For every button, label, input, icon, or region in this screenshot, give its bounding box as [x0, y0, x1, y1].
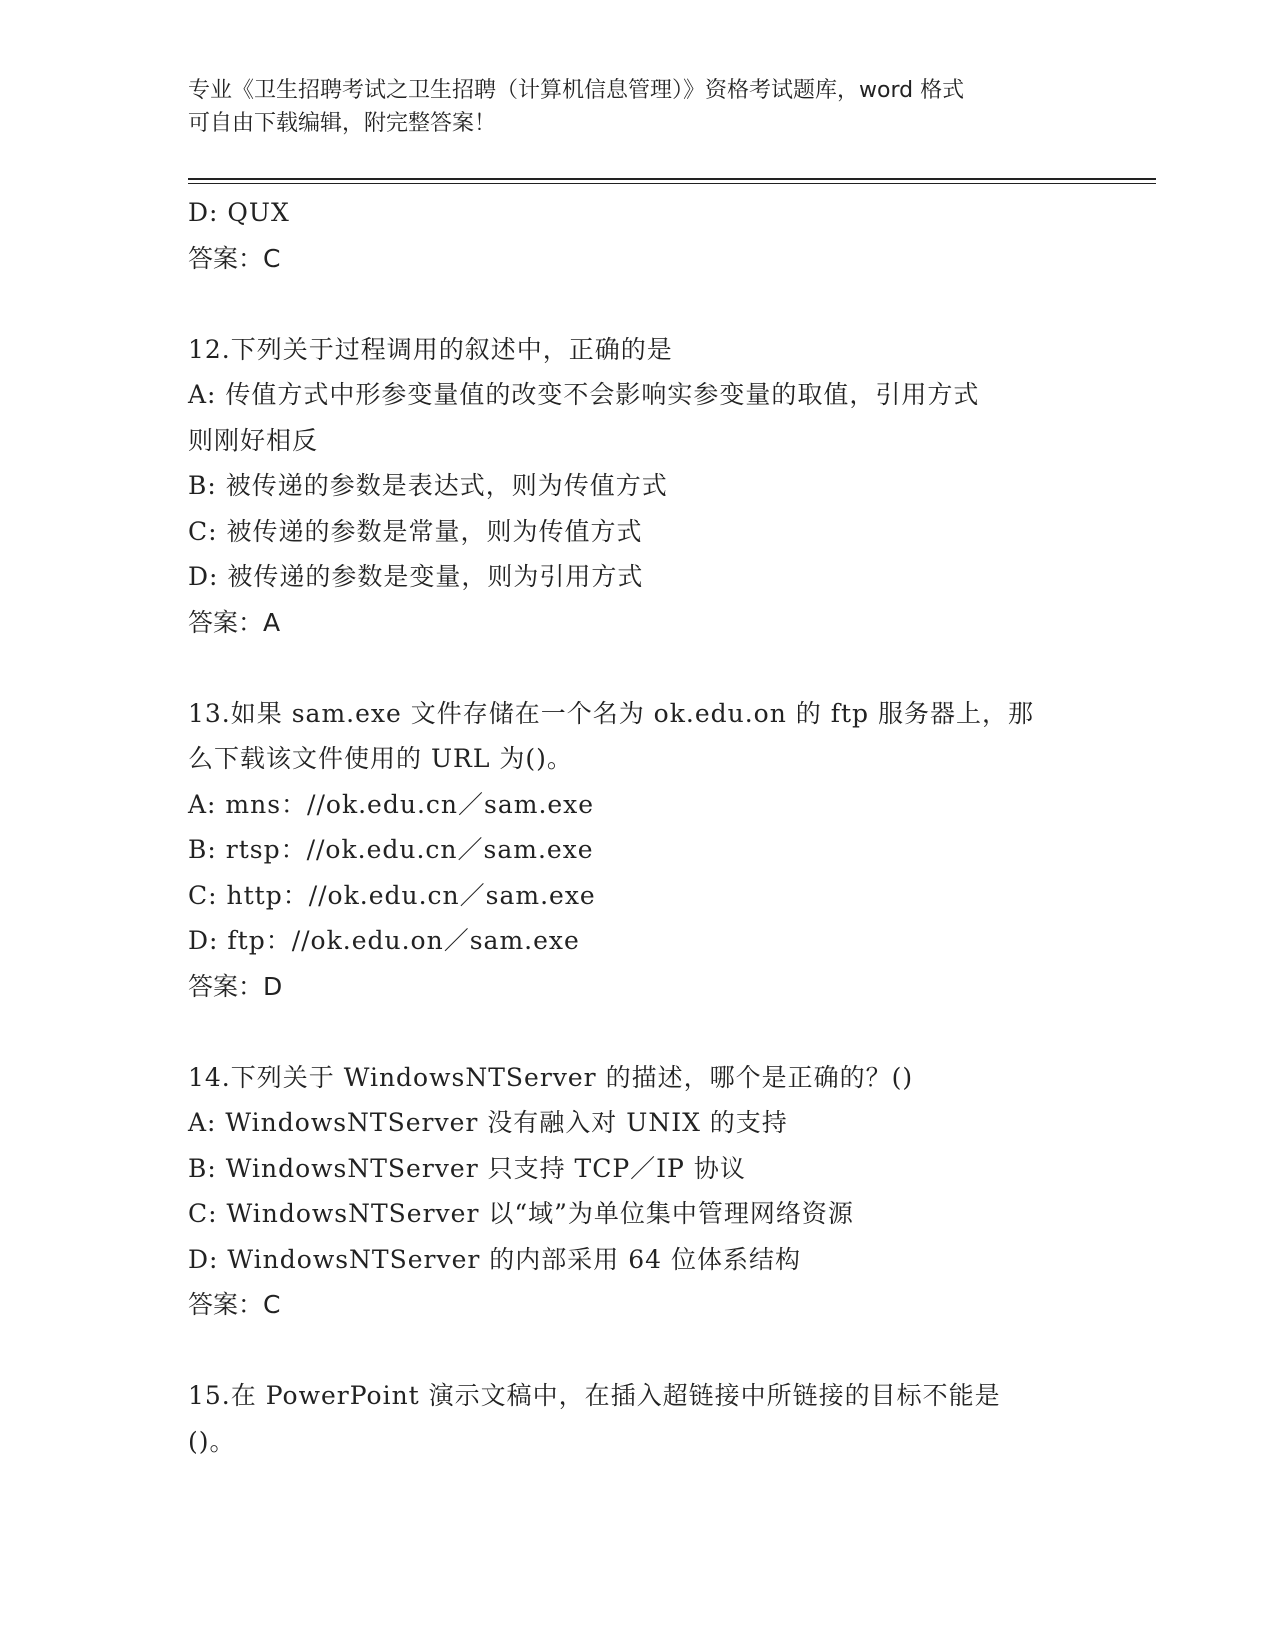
- answer: 答案：C: [188, 243, 281, 273]
- option-d: D: QUX: [188, 198, 290, 227]
- question-14: [188, 1055, 1088, 1328]
- question-stem-continued: 么下载该文件使用的 URL 为()。: [188, 744, 573, 773]
- question-13: [188, 691, 1088, 1010]
- question-stem: 14.下列关于 WindowsNTServer 的描述，哪个是正确的？(): [188, 1062, 914, 1092]
- question-12: [188, 327, 1088, 646]
- question-stem: 15.在 PowerPoint 演示文稿中，在插入超链接中所链接的目标不能是: [188, 1381, 1001, 1410]
- option-c: C: 被传递的参数是常量，则为传值方式: [188, 516, 643, 546]
- spacer: [188, 1328, 1088, 1374]
- option-d: D: 被传递的参数是变量，则为引用方式: [188, 562, 644, 591]
- header-line-2: 可自由下载编辑，附完整答案！: [188, 111, 497, 136]
- header-divider-thick: [188, 178, 1156, 180]
- page-header: [188, 74, 1088, 140]
- option-b: B: rtsp：//ok.edu.cn／sam.exe: [188, 835, 594, 864]
- option-b: B: 被传递的参数是表达式，则为传值方式: [188, 471, 668, 500]
- question-15: [188, 1373, 1088, 1464]
- question-stem: 13.如果 sam.exe 文件存储在一个名为 ok.edu.on 的 ftp 服务器上，那: [188, 698, 1034, 728]
- option-c: C: WindowsNTServer 以“域”为单位集中管理网络资源: [188, 1199, 854, 1228]
- option-d: D: WindowsNTServer 的内部采用 64 位体系结构: [188, 1244, 801, 1274]
- option-d: D: ftp：//ok.edu.on／sam.exe: [188, 926, 580, 955]
- spacer: [188, 645, 1088, 691]
- answer: 答案：D: [188, 971, 283, 1001]
- question-11: [188, 190, 1088, 281]
- question-list: [188, 190, 1088, 1464]
- option-a: A: mns：//ok.edu.cn／sam.exe: [188, 789, 595, 819]
- header-divider-thin: [188, 183, 1156, 184]
- answer: 答案：A: [188, 607, 281, 637]
- header-line-1: 专业《卫生招聘考试之卫生招聘（计算机信息管理）》资格考试题库，word 格式: [188, 78, 965, 103]
- option-c: C: http：//ok.edu.cn／sam.exe: [188, 880, 596, 910]
- question-stem: 12.下列关于过程调用的叙述中，正确的是: [188, 334, 673, 364]
- option-a: A: WindowsNTServer 没有融入对 UNIX 的支持: [188, 1108, 788, 1137]
- option-a: A: 传值方式中形参变量值的改变不会影响实参变量的取值，引用方式: [188, 380, 980, 409]
- question-stem-continued: ()。: [188, 1426, 236, 1456]
- option-b: B: WindowsNTServer 只支持 TCP／IP 协议: [188, 1153, 746, 1183]
- answer: 答案：C: [188, 1290, 281, 1319]
- spacer: [188, 281, 1088, 327]
- option-a-continued: 则刚好相反: [188, 425, 319, 455]
- spacer: [188, 1009, 1088, 1055]
